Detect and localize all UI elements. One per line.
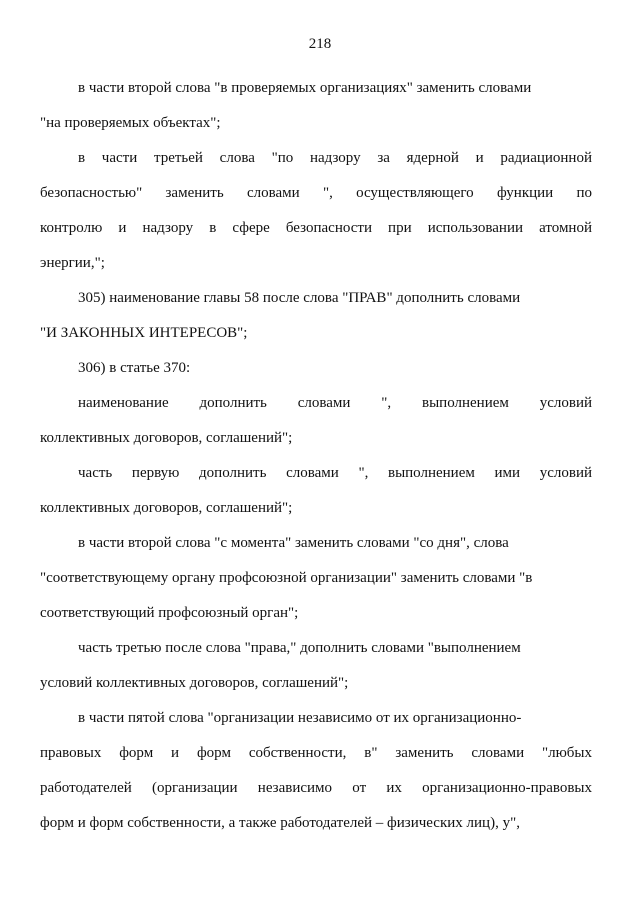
text-line: в части пятой слова "организации независимо от их организационно- [78,710,522,726]
text-line: коллективных договоров, соглашений"; [40,430,293,446]
text-line: форм и форм собственности, а также работодателей – физических лиц), у", [40,815,520,831]
text-line: в части второй слова "с момента" заменить словами "со дня", слова [78,535,509,551]
text-line: часть первую дополнить словами ", выполнением ими условий [78,465,592,481]
text-line: коллективных договоров, соглашений"; [40,500,293,516]
text-line: энергии,"; [40,255,105,271]
text-line: 306) в статье 370: [78,360,191,376]
text-line: "на проверяемых объектах"; [40,115,221,131]
text-line: в части третьей слова "по надзору за ядерной и радиационной [78,150,592,166]
text-line: безопасностью" заменить словами ", осуществляющего функции по [40,185,592,201]
text-line: "соответствующему органу профсоюзной организации" заменить словами "в [40,570,533,586]
text-line: работодателей (организации независимо от их организационно-правовых [40,780,592,796]
text-line: условий коллективных договоров, соглашений"; [40,675,349,691]
text-line: часть третью после слова "права," дополнить словами "выполнением [78,640,521,656]
text-line: наименование дополнить словами ", выполнением условий [78,395,592,411]
text-line: 305) наименование главы 58 после слова "ПРАВ" дополнить словами [78,290,521,306]
text-line: в части второй слова "в проверяемых организациях" заменить словами [78,80,532,96]
text-line: соответствующий профсоюзный орган"; [40,605,299,621]
text-line: правовых форм и форм собственности, в" заменить словами "любых [40,745,592,761]
page-number: 218 [308,36,332,52]
text-line: "И ЗАКОННЫХ ИНТЕРЕСОВ"; [40,325,248,341]
text-line: контролю и надзору в сфере безопасности при использовании атомной [40,220,592,236]
